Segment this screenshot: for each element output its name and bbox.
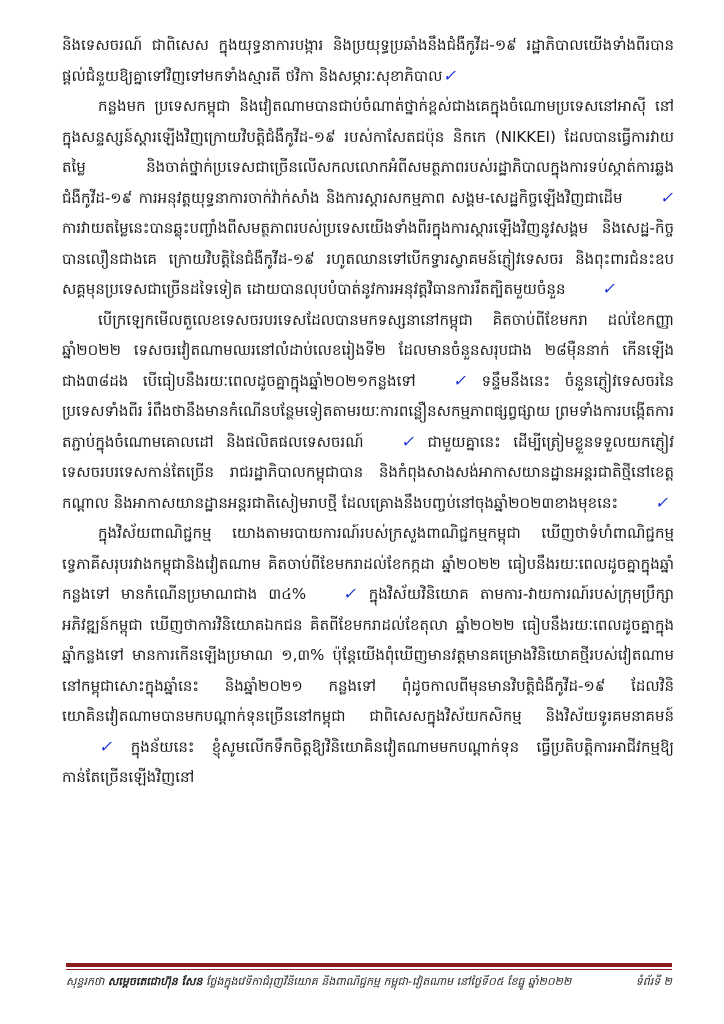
check-mark-icon: ✓ — [98, 736, 116, 756]
page-footer — [66, 975, 672, 995]
check-mark-icon: ✓ — [342, 584, 360, 603]
paragraph-text: ការវាយតម្លៃនេះបានឆ្លុះបញ្ចាំងពីសមត្ថភាពរបស់ប្រទេសយើងទាំងពីរក្នុងការស្តារឡើងវិញនូវសង្គម និងសេដ្ឋ-កិច្ច បានលឿនជាងគេ ក្រោយវិបត្តិនៃជំងឺកូវីដ-១៩ រហូតឈានទៅបើកទ្វារស្វាគមន៍ភ្ញៀវទេសចរ និងពុះពារជំនះឧបសគ្គមុនប្រទេសជាច្រើនដទៃទៀត ដោយបានលុបបំបាត់នូវការអនុវត្តវិធានការរឹតត្បិតមួយចំនួន — [62, 219, 674, 298]
footer-rule — [66, 963, 672, 967]
body-text — [62, 30, 677, 793]
paragraph-text: ជាមួយគ្នានេះ ដើម្បីត្រៀមខ្លួនទទួលយកភ្ញៀវទេសចរបរទេសកាន់តែច្រើន រាជរដ្ឋាភិបាលកម្ពុជាបាន និងកំពុងសាងសង់អាកាសយានដ្ឋានអន្តរជាតិថ្មីនៅខេត្តកណ្តាល និងអាកាសយានដ្ឋានអន្តរជាតិសៀមរាបថ្មី ដែលគ្រោងនឹងបញ្ចប់នៅចុងឆ្នាំ២០២៣ខាងមុខនេះ — [62, 432, 674, 512]
paragraph-text: ក្នុងវិស័យពាណិជ្ជកម្ម យោងតាមរបាយការណ៍របស់ក្រសួងពាណិជ្ជកម្មកម្ពុជា ឃើញថាទំហំពាណិជ្ជកម្មទ្វេភាគីសរុបរវាងកម្ពុជានិងវៀតណាម គិតចាប់ពីខែមករាដល់ខែកក្កដា ឆ្នាំ២០២២ ធៀបនឹងរយៈពេលដូចគ្នាក្នុងឆ្នាំកន្លងទៅ មានកំណើនប្រមាណជាង ៣៤% — [62, 524, 674, 603]
paragraph — [62, 518, 674, 793]
footer-rule-thin — [66, 969, 672, 970]
check-mark-icon: ✓ — [658, 187, 677, 207]
footer-caption — [66, 975, 606, 991]
check-mark-icon: ✓ — [654, 492, 672, 512]
paragraph-text: កន្លងមក ប្រទេសកម្ពុជា និងវៀតណាមបានជាប់ចំណាត់ថ្នាក់ខ្ពស់ជាងគេក្នុងចំណោមប្រទេសនៅអាស៊ី នៅក្នុងសន្ទស្សន៍ស្តារឡើងវិញក្រោយវិបត្តិជំងឺកូវីដ-១៩ របស់កាសែតជប៉ុន និកកេ (NIKKEI) ដែលបានធ្វើការវាយតម្លៃ និងចាត់ថ្នាក់ប្រទេសជាច្រើនលើសកលលោកអំពីសមត្ថភាពរបស់រដ្ឋាភិបាលក្នុងការទប់ស្កាត់ការឆ្លងជំងឺកូវីដ-១៩ ការអនុវត្តយុទ្ធនាការចាក់វ៉ាក់សាំង និងការស្តារសកម្មភាព សង្គម-សេដ្ឋកិច្ចឡើងវិញជាដើម — [62, 97, 674, 207]
footer-description: ថ្លែងក្នុងវេទិកាជំរុញវិនិយោគ និងពាណិជ្ជកម្ម កម្ពុជា-វៀតណាម នៅថ្ងៃទី០៥ ខែធ្នូ ឆ្នាំ២០២២ — [206, 975, 572, 988]
paragraph — [62, 91, 677, 305]
paragraph-text: ក្នុងន័យនេះ ខ្ញុំសូមលើកទឹកចិត្តឱ្យវិនិយោគិនវៀតណាមមកបណ្តាក់ទុន ធ្វើប្រតិបត្តិការអាជីវកម្មឱ្យកាន់តែច្រើនឡើងវិញនៅ — [62, 737, 674, 786]
check-mark-icon: ✓ — [601, 279, 620, 298]
paragraph-text: ទន្ទឹមនឹងនេះ ចំនួនភ្ញៀវទេសចរនៃប្រទេសទាំងពីរ រំពឹងថានឹងមានកំណើនបន្ថែមទៀតតាមរយៈការពន្លឿនសកម្មភាពផ្សព្វផ្សាយ ព្រមទាំងការបង្កើតការតភ្ជាប់ក្នុងចំណោមគោលដៅ និងផលិតផលទេសចរណ៍ — [62, 371, 674, 451]
footer-prefix: សុន្ទរកថា — [66, 975, 105, 988]
footer-speaker: សម្តេចតេជោហ៊ុន សែន — [107, 975, 203, 988]
paragraph — [62, 30, 674, 91]
page-number: ទំព័រទី ២ — [635, 975, 672, 988]
paragraph — [62, 305, 674, 519]
paragraph-text: បើក្រឡេកមើលតួលេខទេសចរបរទេសដែលបានមកទស្សនានៅកម្ពុជា គិតចាប់ពីខែមករា ដល់ខែកញ្ញា ឆ្នាំ២០២២ ទេសចរវៀតណាមឈរនៅលំដាប់លេខរៀងទី២ ដែលមានចំនួនសរុបជាង ២៨ម៉ឺននាក់ កើនឡើងជាង៣៨ដង បើធៀបនឹងរយៈពេលដូចគ្នាក្នុងឆ្នាំ២០២១កន្លងទៅ — [62, 310, 674, 390]
paragraph-text: ក្នុងវិស័យវិនិយោគ តាមការ-វាយការណ៍របស់ក្រុមប្រឹក្សាអភិវឌ្ឍន៍កម្ពុជា ឃើញថាការវិនិយោគឯកជន គិតពីខែមករាដល់ខែតុលា ឆ្នាំ២០២២ ធៀបនឹងរយៈពេលដូចគ្នាក្នុងឆ្នាំកន្លងទៅ មានការកើនឡើងប្រមាណ ១,៣% ប៉ុន្តែយើងពុំឃើញមានវត្តមានគម្រោងវិនិយោគថ្មីរបស់វៀតណាមនៅកម្ពុជាសោះក្នុងឆ្នាំនេះ និងឆ្នាំ២០២១ កន្លងទៅ ពុំដូចកាលពីមុនមានវិបត្តិជំងឺកូវីដ-១៩ ដែលវិនិយោគិនវៀតណាមបានមកបណ្តាក់ទុនច្រើននៅកម្ពុជា ជាពិសេសក្នុងវិស័យកសិកម្ម និងវិស័យទូរគមនាគមន៍ — [62, 585, 674, 725]
check-mark-icon: ✓ — [399, 431, 418, 451]
check-mark-icon: ✓ — [442, 65, 460, 85]
check-mark-icon: ✓ — [451, 370, 470, 390]
paragraph-text: និងទេសចរណ៍ ជាពិសេស ក្នុងយុទ្ធនាការបង្ការ និងប្រយុទ្ធប្រឆាំងនឹងជំងឺកូវីដ-១៩ រដ្ឋាភិបាលយើងទាំងពីរបានផ្តល់ជំនួយឱ្យគ្នាទៅវិញទៅមកទាំងស្មារតី ថវិកា និងសម្ភារៈសុខាភិបាល — [62, 36, 674, 85]
